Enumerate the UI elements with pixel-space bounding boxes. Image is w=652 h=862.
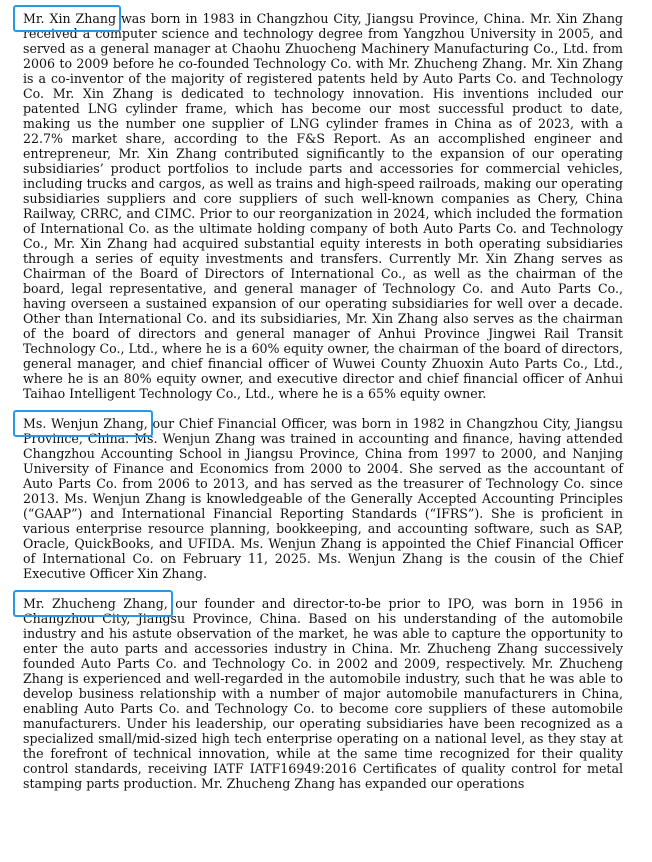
name-highlight-xin-zhang: Mr. Xin Zhang <box>23 11 117 26</box>
document-page <box>23 11 623 791</box>
bio-xin-zhang <box>23 11 623 401</box>
bio-text-xin-zhang: was born in 1983 in Changzhou City, Jiangsu Province, China. Mr. Xin Zhang received a computer science and technology degree from Yangzhou University in 2005, and served as a general manager at Chaohu Zhuocheng Machinery Manufacturing Co., Ltd. from 2006 to 2009 before he co-founded Technology Co. with Mr. Zhucheng Zhang. Mr. Xin Zhang is a co-inventor of the majority of registered patents held by Auto Parts Co. and Technology Co. Mr. Xin Zhang is dedicated to technology innovation. His inventions included our patented LNG cylinder frame, which has become our most successful product to date, making us the number one supplier of LNG cylinder frames in China as of 2023, with a 22.7% market share, according to the F&S Report. As an accomplished engineer and entrepreneur, Mr. Xin Zhang contributed significantly to the expansion of our operating subsidiaries’ product portfolios to include parts and accessories for commercial vehicles, including trucks and cargos, as well as trains and high-speed railroads, making our operating subsidiaries suppliers and core suppliers of such well-known companies as Chery, China Railway, CRRC, and CIMC. Prior to our reorganization in 2024, which included the formation of International Co. as the ultimate holding company of both Auto Parts Co. and Technology Co., Mr. Xin Zhang had acquired substantial equity interests in both operating subsidiaries through a series of equity investments and transfers. Currently Mr. Xin Zhang serves as Chairman of the Board of Directors of International Co., as well as the chairman of the board, legal representative, and general manager of Technology Co. and Auto Parts Co., having overseen a sustained expansion of our operating subsidiaries for well over a decade. Other than International Co. and its subsidiaries, Mr. Xin Zhang also serves as the chairman of the board of directors and general manager of Anhui Province Jingwei Rail Transit Technology Co., Ltd., where he is a 60% equity owner, the chairman of the board of directors, general manager, and chief financial officer of Wuwei County Zhuoxin Auto Parts Co., Ltd., where he is an 80% equity owner, and executive director and chief financial officer of Anhui Taihao Intelligent Technology Co., Ltd., where he is a 65% equity owner. <box>23 11 623 401</box>
name-highlight-zhucheng-zhang: Mr. Zhucheng Zhang, <box>23 596 168 611</box>
bio-text-wenjun-zhang: our Chief Financial Officer, was born in 1982 in Changzhou City, Jiangsu Province, China. Ms. Wenjun Zhang was trained in accounting and finance, having attended Changzhou Accounting School in Jiangsu Province, China from 1997 to 2000, and Nanjing University of Finance and Economics from 2000 to 2004. She served as the accountant of Auto Parts Co. from 2006 to 2013, and has served as the treasurer of Technology Co. since 2013. Ms. Wenjun Zhang is knowledgeable of the Generally Accepted Accounting Principles (“GAAP”) and International Financial Reporting Standards (“IFRS”). She is proficient in various enterprise resource planning, bookkeeping, and accounting software, such as SAP, Oracle, QuickBooks, and UFIDA. Ms. Wenjun Zhang is appointed the Chief Financial Officer of International Co. on February 11, 2025. Ms. Wenjun Zhang is the cousin of the Chief Executive Officer Xin Zhang. <box>23 416 624 581</box>
bio-zhucheng-zhang <box>23 596 623 791</box>
bio-wenjun-zhang <box>23 416 623 581</box>
bio-text-zhucheng-zhang: our founder and director-to-be prior to IPO, was born in 1956 in Changzhou City, Jiangsu Province, China. Based on his understanding of the automobile industry and his astute observation of the market, he was able to capture the opportunity to enter the auto parts and accessories industry in China. Mr. Zhucheng Zhang successively founded Auto Parts Co. and Technology Co. in 2002 and 2009, respectively. Mr. Zhucheng Zhang is experienced and well-regarded in the automobile industry, such that he was able to develop business relationship with a number of major automobile manufacturers in China, enabling Auto Parts Co. and Technology Co. to become core suppliers of these automobile manufacturers. Under his leadership, our operating subsidiaries have been recognized as a specialized small/mid-sized high tech enterprise operating on a national level, as they stay at the forefront of technical innovation, while at the same time recognized for their quality control standards, receiving IATF IATF16949:2016 Certificates of quality control for metal stamping parts production. Mr. Zhucheng Zhang has expanded our operations <box>23 596 623 791</box>
name-highlight-wenjun-zhang: Ms. Wenjun Zhang, <box>23 416 148 431</box>
